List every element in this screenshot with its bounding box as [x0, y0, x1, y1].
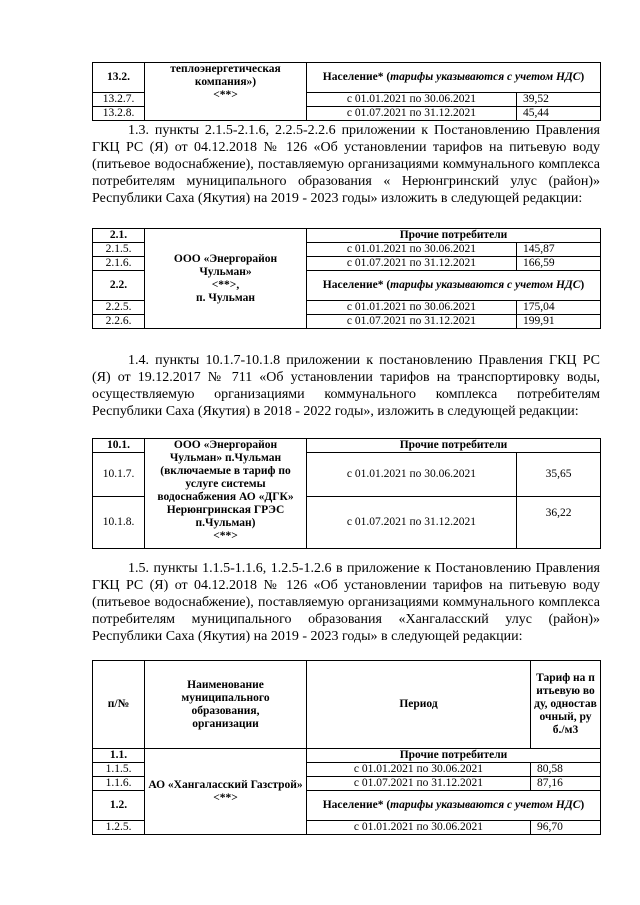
paragraph-1-3: 1.3. пункты 2.1.5-2.1.6, 2.2.5-2.2.6 приложении к Постановлению Правления ГКЦ РС (Я) от 04.12.2018 № 126 «Об установлении тарифов на питьевую воду (питьевое водоснабжение), поставляемую организациями коммунального комплекса потребителям муниципального образования « Нерюнгринский улус (район)» Республики Саха (Якутия) на 2019 - 2023 годы» изложить в следующей редакции:	[92, 123, 600, 206]
row-value: 39,52	[517, 93, 601, 107]
row-code: 1.1.5.	[93, 763, 145, 777]
table-header: Прочие потребители	[307, 749, 601, 763]
table-header: Прочие потребители	[307, 229, 601, 243]
row-value: 45,44	[517, 107, 601, 121]
row-code: 10.1.8.	[93, 497, 145, 549]
org-name: ООО «Энергорайон Чульман» п.Чульман (включаемые в тариф по услуге системы водоснабжения АО «ДГК» Нерюнгринская ГРЭС п.Чульман) <**>	[145, 439, 307, 549]
row-code: 2.2.5.	[93, 301, 145, 315]
col-period-header: Период	[307, 661, 531, 749]
table-13-2	[92, 62, 601, 121]
table-header: Прочие потребители	[307, 439, 601, 453]
row-period: с 01.01.2021 по 30.06.2021	[307, 453, 517, 497]
table-code: 13.2.	[93, 63, 145, 93]
org-name: ООО «Энергорайон Чульман» <**>, п. Чульман	[145, 229, 307, 329]
table-code: 1.2.	[93, 791, 145, 821]
table-code: 1.1.	[93, 749, 145, 763]
row-value: 96,70	[531, 821, 601, 835]
row-period: с 01.07.2021 по 31.12.2021	[307, 777, 531, 791]
row-period: с 01.01.2021 по 30.06.2021	[307, 301, 517, 315]
row-code: 13.2.7.	[93, 93, 145, 107]
row-period: с 01.07.2021 по 31.12.2021	[307, 107, 517, 121]
row-period: с 01.01.2021 по 30.06.2021	[307, 243, 517, 257]
col-org-header: Наименование муниципального образования, организации	[145, 661, 307, 749]
row-code: 13.2.8.	[93, 107, 145, 121]
table-code: 2.2.	[93, 271, 145, 301]
row-value: 87,16	[531, 777, 601, 791]
row-code: 1.2.5.	[93, 821, 145, 835]
row-value: 36,22	[517, 497, 601, 549]
table-code: 2.1.	[93, 229, 145, 243]
row-code: 2.1.5.	[93, 243, 145, 257]
row-value: 80,58	[531, 763, 601, 777]
row-value: 166,59	[517, 257, 601, 271]
table-code: 10.1.	[93, 439, 145, 453]
row-period: с 01.07.2021 по 31.12.2021	[307, 257, 517, 271]
row-code: 10.1.7.	[93, 453, 145, 497]
col-number-header: п/№	[93, 661, 145, 749]
row-value: 199,91	[517, 315, 601, 329]
table-header: Население* (тарифы указываются с учетом НДС)	[307, 791, 601, 821]
paragraph-1-5: 1.5. пункты 1.1.5-1.1.6, 1.2.5-1.2.6 в приложение к Постановлению Правления ГКЦ РС (Я) от 04.12.2018 № 126 «Об установлении тарифов на питьевую воду (питьевое водоснабжение), поставляемую организациями коммунального комплекса потребителям муниципального образования «Хангаласский улус (район)» Республики Саха (Якутия) на 2019 - 2023 годы» в следующей редакции:	[92, 561, 600, 644]
org-name: теплоэнергетическая компания») <**>	[145, 63, 307, 121]
row-code: 1.1.6.	[93, 777, 145, 791]
table-10-1	[92, 438, 601, 549]
row-period: с 01.01.2021 по 30.06.2021	[307, 93, 517, 107]
row-code: 2.2.6.	[93, 315, 145, 329]
col-tariff-header: Тариф на питьевую воду, одноставочный, руб./м3	[531, 661, 601, 749]
row-code: 2.1.6.	[93, 257, 145, 271]
row-period: с 01.07.2021 по 31.12.2021	[307, 497, 517, 549]
paragraph-1-4: 1.4. пункты 10.1.7-10.1.8 приложении к постановлению Правления ГКЦ РС (Я) от 19.12.2017 № 711 «Об установлении тарифов на транспортировку воды, осуществляемую организациями коммунального комплекса потребителям Республики Саха (Якутия) в 2018 - 2022 годы», изложить в следующей редакции:	[92, 353, 600, 419]
table-1	[92, 660, 601, 835]
org-name: АО «Хангаласский Газстрой» <**>	[145, 749, 307, 835]
row-period: с 01.01.2021 по 30.06.2021	[307, 821, 531, 835]
table-header: Население* (тарифы указываются с учетом НДС)	[307, 63, 601, 93]
table-2	[92, 228, 601, 329]
table-header: Население* (тарифы указываются с учетом НДС)	[307, 271, 601, 301]
row-value: 35,65	[517, 453, 601, 497]
row-period: с 01.01.2021 по 30.06.2021	[307, 763, 531, 777]
row-value: 145,87	[517, 243, 601, 257]
row-value: 175,04	[517, 301, 601, 315]
row-period: с 01.07.2021 по 31.12.2021	[307, 315, 517, 329]
